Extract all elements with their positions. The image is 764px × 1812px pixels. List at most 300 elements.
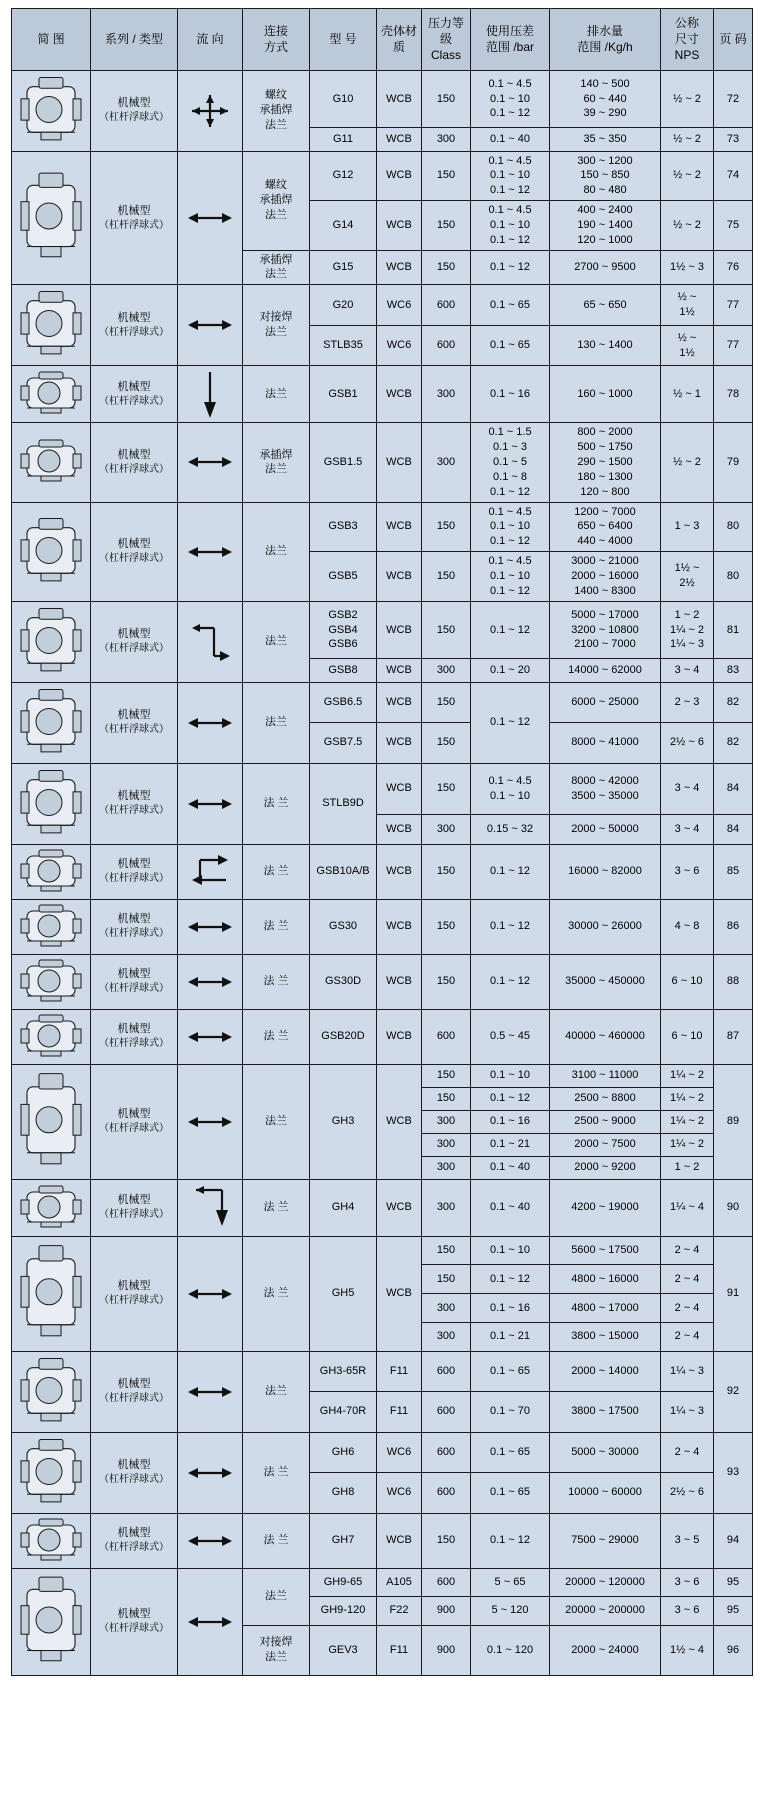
nps-cell: 1 ~ 3 — [661, 502, 714, 552]
model-cell: GSB6.5 — [310, 682, 377, 723]
flow-direction-arrow-both-icon — [178, 1064, 243, 1179]
pressure-line: 0.1 ~ 12 — [489, 1092, 531, 1105]
capacity-cell — [550, 70, 661, 128]
series-main: 机械型 — [117, 628, 151, 641]
nps-cell: 1¼ ~ 2 — [661, 1110, 714, 1133]
float-lever-trap-gh4-icon — [12, 1179, 91, 1236]
nps-cell: 1¼ ~ 4 — [661, 1179, 714, 1236]
material-cell: F11 — [377, 1351, 422, 1392]
pressure-line: 0.1 ~ 16 — [489, 387, 531, 400]
connection-cell — [243, 899, 310, 954]
material-cell: WCB — [377, 70, 422, 128]
pressure-line: 0.1 ~ 12 — [489, 920, 531, 933]
flow-direction-arrow-down-bent-icon — [178, 1179, 243, 1236]
header-series: 系列 / 类型 — [91, 9, 178, 71]
connection-cell — [243, 1236, 310, 1351]
model-cell: GSB10A/B — [310, 844, 377, 899]
material-cell: WC6 — [377, 325, 422, 366]
series-sub: （杠杆浮球式） — [99, 326, 169, 338]
connection-line: 法 兰 — [263, 1030, 289, 1043]
capacity-line: 4200 ~ 19000 — [571, 1201, 639, 1214]
capacity-line: 120 ~ 800 — [580, 485, 630, 498]
nps-line: 1¼ ~ 2 — [670, 623, 704, 636]
model-cell: GS30D — [310, 954, 377, 1009]
model-cell: STLB35 — [310, 325, 377, 366]
pressure-cell — [471, 250, 550, 285]
pressure-cell — [471, 1322, 550, 1351]
series-sub: （杠杆浮球式） — [99, 395, 169, 407]
class-cell: 300 — [422, 366, 471, 423]
connection-line: 法兰 — [265, 387, 287, 400]
material-cell: WC6 — [377, 1432, 422, 1473]
series-main: 机械型 — [117, 790, 151, 803]
header-connection-line1: 连接 — [263, 24, 288, 39]
nps-cell: 3 ~ 4 — [661, 763, 714, 815]
capacity-line: 500 ~ 1750 — [577, 441, 633, 454]
connection-cell — [243, 1009, 310, 1064]
page-cell: 81 — [714, 601, 753, 659]
page-cell: 85 — [714, 844, 753, 899]
capacity-line: 7500 ~ 29000 — [571, 1534, 639, 1547]
model-cell: GSB1 — [310, 366, 377, 423]
capacity-cell — [550, 1265, 661, 1294]
class-cell: 600 — [422, 285, 471, 326]
page-cell: 86 — [714, 899, 753, 954]
pressure-line: 0.1 ~ 3 — [493, 441, 527, 454]
material-cell: WCB — [377, 815, 422, 844]
pressure-line: 0.1 ~ 12 — [489, 584, 531, 597]
class-cell: 150 — [422, 1513, 471, 1568]
pressure-cell — [471, 1473, 550, 1514]
model-cell: G15 — [310, 250, 377, 285]
series-sub: （杠杆浮球式） — [99, 643, 169, 655]
series-cell — [91, 70, 178, 151]
connection-cell — [243, 1432, 310, 1513]
flow-direction-arrow-both-icon — [178, 899, 243, 954]
material-cell: WCB — [377, 1179, 422, 1236]
nps-cell: 1 ~ 2 — [661, 1156, 714, 1179]
pressure-cell — [471, 70, 550, 128]
series-cell — [91, 151, 178, 285]
pressure-cell — [471, 1009, 550, 1064]
page-cell: 82 — [714, 723, 753, 764]
pressure-cell — [471, 682, 550, 763]
table-row — [12, 1351, 753, 1392]
connection-line: 法兰 — [265, 545, 287, 558]
pressure-line: 0.1 ~ 12 — [489, 261, 531, 274]
model-cell: GSB20D — [310, 1009, 377, 1064]
table-row — [12, 899, 753, 954]
nps-cell: 3 ~ 5 — [661, 1513, 714, 1568]
header-connection-line2: 方式 — [263, 40, 288, 55]
capacity-cell — [550, 201, 661, 251]
pressure-line: 0.1 ~ 65 — [489, 339, 531, 352]
connection-line: 对接焊 — [259, 1636, 293, 1649]
header-diagram: 简 图 — [12, 9, 91, 71]
class-cell: 300 — [422, 1322, 471, 1351]
series-sub: （杠杆浮球式） — [99, 1295, 169, 1307]
pressure-line: 0.1 ~ 12 — [489, 184, 531, 197]
model-cell: GH4 — [310, 1179, 377, 1236]
table-row — [12, 1568, 753, 1597]
pressure-line: 0.1 ~ 70 — [489, 1405, 531, 1418]
pressure-cell — [471, 285, 550, 326]
flow-direction-arrow-down-icon — [178, 366, 243, 423]
flow-direction-arrow-both-icon — [178, 763, 243, 844]
capacity-line: 2000 ~ 50000 — [571, 822, 639, 835]
pressure-line: 0.1 ~ 10 — [489, 569, 531, 582]
material-cell: WCB — [377, 128, 422, 151]
material-cell: WCB — [377, 1064, 422, 1179]
class-cell: 150 — [422, 250, 471, 285]
nps-line: 1½ — [679, 346, 695, 359]
connection-cell — [243, 285, 310, 366]
flow-direction-arrow-both-icon — [178, 1236, 243, 1351]
pressure-line: 0.1 ~ 12 — [489, 485, 531, 498]
capacity-line: 2100 ~ 7000 — [574, 638, 636, 651]
series-main: 机械型 — [117, 1608, 151, 1621]
series-sub: （杠杆浮球式） — [99, 805, 169, 817]
header-row — [12, 9, 753, 71]
capacity-line: 3800 ~ 17500 — [571, 1405, 639, 1418]
capacity-cell — [550, 552, 661, 602]
pressure-line: 0.1 ~ 21 — [489, 1330, 531, 1343]
flow-direction-arrow-both-icon — [178, 1568, 243, 1675]
connection-line: 法兰 — [265, 209, 287, 222]
nps-cell: ½ ~ 2 — [661, 70, 714, 128]
series-cell — [91, 423, 178, 502]
header-capacity-line1: 排水量 — [586, 24, 623, 39]
capacity-line: 180 ~ 1300 — [577, 470, 633, 483]
series-cell — [91, 682, 178, 763]
capacity-cell — [550, 151, 661, 201]
pressure-cell — [471, 1265, 550, 1294]
flow-direction-arrow-both-icon — [178, 682, 243, 763]
pressure-line: 0.1 ~ 40 — [489, 133, 531, 146]
header-model: 型 号 — [310, 9, 377, 71]
model-cell: GH8 — [310, 1473, 377, 1514]
material-cell: WCB — [377, 1009, 422, 1064]
flow-direction-arrow-both-icon — [178, 954, 243, 1009]
pressure-line: 0.1 ~ 10 — [489, 218, 531, 231]
pressure-line: 0.1 ~ 12 — [489, 233, 531, 246]
connection-cell — [243, 763, 310, 844]
pressure-line: 0.1 ~ 16 — [489, 1115, 531, 1128]
pressure-line: 0.1 ~ 4.5 — [488, 204, 532, 217]
capacity-line: 2500 ~ 9000 — [574, 1115, 636, 1128]
model-cell: GEV3 — [310, 1625, 377, 1675]
class-cell: 300 — [422, 815, 471, 844]
capacity-cell — [550, 128, 661, 151]
series-sub: （杠杆浮球式） — [99, 553, 169, 565]
nps-cell: 2 ~ 4 — [661, 1236, 714, 1265]
capacity-cell — [550, 1568, 661, 1597]
nps-cell: 3 ~ 4 — [661, 659, 714, 682]
table-row — [12, 285, 753, 326]
pressure-line: 0.1 ~ 40 — [489, 1201, 531, 1214]
float-lever-trap-gsb65-icon — [12, 682, 91, 763]
material-cell: WC6 — [377, 1473, 422, 1514]
capacity-line: 80 ~ 480 — [583, 184, 627, 197]
pressure-cell — [471, 1392, 550, 1433]
connection-line: 法兰 — [265, 716, 287, 729]
class-cell: 300 — [422, 128, 471, 151]
capacity-line: 290 ~ 1500 — [577, 456, 633, 468]
capacity-cell — [550, 763, 661, 815]
series-cell — [91, 1009, 178, 1064]
pressure-line: 0.1 ~ 12 — [489, 107, 531, 120]
table-row — [12, 682, 753, 723]
nps-line: 1½ — [679, 306, 695, 319]
class-cell: 600 — [422, 325, 471, 366]
nps-cell: 1¼ ~ 2 — [661, 1087, 714, 1110]
pressure-line: 0.1 ~ 12 — [489, 716, 531, 729]
nps-cell: 2 ~ 4 — [661, 1294, 714, 1323]
series-main: 机械型 — [117, 1459, 151, 1472]
class-cell: 150 — [422, 1064, 471, 1087]
connection-line: 法兰 — [265, 1590, 287, 1603]
class-cell: 150 — [422, 151, 471, 201]
class-cell: 900 — [422, 1597, 471, 1626]
table-header — [12, 9, 753, 71]
table-row — [12, 366, 753, 423]
pressure-cell — [471, 1133, 550, 1156]
connection-cell — [243, 423, 310, 502]
model-cell: G14 — [310, 201, 377, 251]
capacity-cell — [550, 601, 661, 659]
float-lever-trap-gh6-icon — [12, 1432, 91, 1513]
capacity-line: 10000 ~ 60000 — [568, 1486, 642, 1499]
header-material-line2: 质 — [392, 40, 405, 55]
capacity-line: 6000 ~ 25000 — [571, 695, 639, 708]
class-cell: 600 — [422, 1392, 471, 1433]
model-cell: STLB9D — [310, 763, 377, 844]
page-cell: 77 — [714, 285, 753, 326]
page-cell: 75 — [714, 201, 753, 251]
capacity-line: 5000 ~ 17000 — [571, 608, 639, 621]
connection-cell — [243, 1513, 310, 1568]
pressure-cell — [471, 1179, 550, 1236]
series-main: 机械型 — [117, 312, 151, 325]
model-cell: GH9-65 — [310, 1568, 377, 1597]
material-cell: WCB — [377, 552, 422, 602]
page-cell: 80 — [714, 552, 753, 602]
table-row — [12, 70, 753, 128]
pressure-cell — [471, 899, 550, 954]
model-cell: G10 — [310, 70, 377, 128]
material-cell: WC6 — [377, 285, 422, 326]
material-cell: WCB — [377, 1513, 422, 1568]
nps-line: 2½ — [679, 577, 695, 590]
header-page: 页 码 — [714, 9, 753, 71]
connection-cell — [243, 844, 310, 899]
class-cell: 150 — [422, 1236, 471, 1265]
capacity-cell — [550, 1294, 661, 1323]
connection-cell — [243, 954, 310, 1009]
capacity-line: 40000 ~ 460000 — [565, 1030, 645, 1043]
class-cell: 300 — [422, 1110, 471, 1133]
header-nps — [661, 9, 714, 71]
series-sub: （杠杆浮球式） — [99, 724, 169, 736]
capacity-cell — [550, 1156, 661, 1179]
class-cell: 300 — [422, 1179, 471, 1236]
header-class-line2: Class — [430, 48, 461, 63]
class-cell: 150 — [422, 70, 471, 128]
capacity-cell — [550, 366, 661, 423]
capacity-line: 2000 ~ 16000 — [571, 569, 639, 582]
capacity-line: 160 ~ 1000 — [577, 387, 633, 400]
header-pressure-line1: 使用压差 — [485, 24, 534, 39]
pressure-cell — [471, 1351, 550, 1392]
model-cell: GSB8 — [310, 659, 377, 682]
table-row — [12, 601, 753, 659]
nps-cell: 3 ~ 6 — [661, 844, 714, 899]
pressure-line: 0.1 ~ 21 — [489, 1138, 531, 1151]
series-sub: （杠杆浮球式） — [99, 983, 169, 995]
capacity-cell — [550, 1236, 661, 1265]
series-main: 机械型 — [117, 968, 151, 981]
model-cell: GH5 — [310, 1236, 377, 1351]
model-cell: GSB3 — [310, 502, 377, 552]
nps-cell: 3 ~ 6 — [661, 1568, 714, 1597]
header-nps-line3: NPS — [674, 48, 700, 63]
pressure-line: 0.1 ~ 4.5 — [488, 77, 532, 90]
pressure-cell — [471, 601, 550, 659]
capacity-cell — [550, 1064, 661, 1087]
capacity-line: 120 ~ 1000 — [577, 233, 633, 246]
series-cell — [91, 1351, 178, 1432]
pressure-line: 5 ~ 65 — [494, 1575, 526, 1588]
header-material-line1: 壳体材 — [380, 24, 417, 39]
class-cell: 300 — [422, 1133, 471, 1156]
header-pressure — [471, 9, 550, 71]
nps-cell — [661, 325, 714, 366]
series-main: 机械型 — [117, 1527, 151, 1540]
nps-cell: 1¼ ~ 3 — [661, 1392, 714, 1433]
nps-cell: 2 ~ 3 — [661, 682, 714, 723]
pressure-cell — [471, 201, 550, 251]
capacity-line: 16000 ~ 82000 — [568, 865, 642, 878]
connection-line: 法 兰 — [263, 1466, 289, 1479]
pressure-line: 0.1 ~ 12 — [489, 975, 531, 988]
nps-line: ½ ~ — [677, 331, 697, 344]
header-material — [377, 9, 422, 71]
pressure-cell — [471, 1597, 550, 1626]
series-cell — [91, 502, 178, 601]
pressure-line: 0.1 ~ 10 — [489, 1069, 531, 1082]
capacity-line: 8000 ~ 41000 — [571, 736, 639, 749]
series-main: 机械型 — [117, 858, 151, 871]
pressure-line: 0.1 ~ 10 — [489, 520, 531, 533]
capacity-line: 650 ~ 6400 — [577, 520, 633, 533]
float-lever-trap-stlb9d-icon — [12, 763, 91, 844]
series-main: 机械型 — [117, 913, 151, 926]
page-cell: 88 — [714, 954, 753, 1009]
nps-cell — [661, 601, 714, 659]
series-cell — [91, 1179, 178, 1236]
class-cell: 150 — [422, 763, 471, 815]
connection-cell — [243, 1351, 310, 1432]
class-cell: 900 — [422, 1625, 471, 1675]
series-main: 机械型 — [117, 1194, 151, 1207]
header-pressure-line2: 范围 /bar — [485, 40, 534, 55]
series-main: 机械型 — [117, 1108, 151, 1121]
float-lever-trap-gh365r-icon — [12, 1351, 91, 1432]
capacity-cell — [550, 502, 661, 552]
nps-cell: 2½ ~ 6 — [661, 1473, 714, 1514]
material-cell: WCB — [377, 250, 422, 285]
pressure-cell — [471, 1432, 550, 1473]
pressure-line: 0.1 ~ 4.5 — [488, 505, 532, 518]
series-sub: （杠杆浮球式） — [99, 1209, 169, 1221]
model-cell — [310, 601, 377, 659]
material-cell: F22 — [377, 1597, 422, 1626]
material-cell: WCB — [377, 366, 422, 423]
capacity-cell — [550, 1322, 661, 1351]
model-cell: GS30 — [310, 899, 377, 954]
nps-line: 1½ ~ — [674, 562, 700, 575]
float-lever-trap-gs30d-icon — [12, 954, 91, 1009]
class-cell: 150 — [422, 682, 471, 723]
nps-cell: ½ ~ 1 — [661, 366, 714, 423]
series-cell — [91, 1064, 178, 1179]
connection-cell — [243, 70, 310, 151]
nps-cell: ½ ~ 2 — [661, 423, 714, 502]
series-cell — [91, 601, 178, 682]
flow-direction-arrow-both-icon — [178, 502, 243, 601]
nps-line: ½ ~ — [677, 291, 697, 304]
connection-cell — [243, 1625, 310, 1675]
material-cell: WCB — [377, 151, 422, 201]
model-cell: GH4-70R — [310, 1392, 377, 1433]
pressure-line: 0.1 ~ 10 — [489, 169, 531, 182]
class-cell: 150 — [422, 954, 471, 1009]
float-lever-trap-gsb20d-icon — [12, 1009, 91, 1064]
page-cell: 79 — [714, 423, 753, 502]
class-cell: 150 — [422, 723, 471, 764]
header-nps-line2: 尺寸 — [674, 32, 699, 47]
model-cell: GH6 — [310, 1432, 377, 1473]
nps-cell: 1½ ~ 3 — [661, 250, 714, 285]
capacity-cell — [550, 1351, 661, 1392]
class-cell: 150 — [422, 1087, 471, 1110]
class-cell: 600 — [422, 1432, 471, 1473]
class-cell: 150 — [422, 201, 471, 251]
page-cell: 78 — [714, 366, 753, 423]
capacity-line: 5000 ~ 30000 — [571, 1445, 639, 1458]
pressure-line: 0.1 ~ 4.5 — [488, 775, 532, 787]
capacity-cell — [550, 1392, 661, 1433]
page-cell: 93 — [714, 1432, 753, 1513]
pressure-cell — [471, 1110, 550, 1133]
pressure-cell — [471, 1156, 550, 1179]
series-main: 机械型 — [117, 97, 151, 110]
connection-line: 承插焊 — [259, 253, 293, 266]
pressure-line: 0.1 ~ 65 — [489, 1486, 531, 1499]
model-cell: G11 — [310, 128, 377, 151]
capacity-line: 35 ~ 350 — [583, 133, 627, 146]
capacity-line: 60 ~ 440 — [583, 92, 627, 105]
class-cell: 600 — [422, 1351, 471, 1392]
series-sub: （杠杆浮球式） — [99, 112, 169, 124]
flow-direction-cross-icon — [178, 70, 243, 151]
table-row — [12, 844, 753, 899]
model-cell: GSB7.5 — [310, 723, 377, 764]
model-cell: GH3-65R — [310, 1351, 377, 1392]
capacity-line: 4800 ~ 16000 — [571, 1272, 639, 1285]
connection-line: 法兰 — [265, 1115, 287, 1128]
class-cell: 150 — [422, 899, 471, 954]
